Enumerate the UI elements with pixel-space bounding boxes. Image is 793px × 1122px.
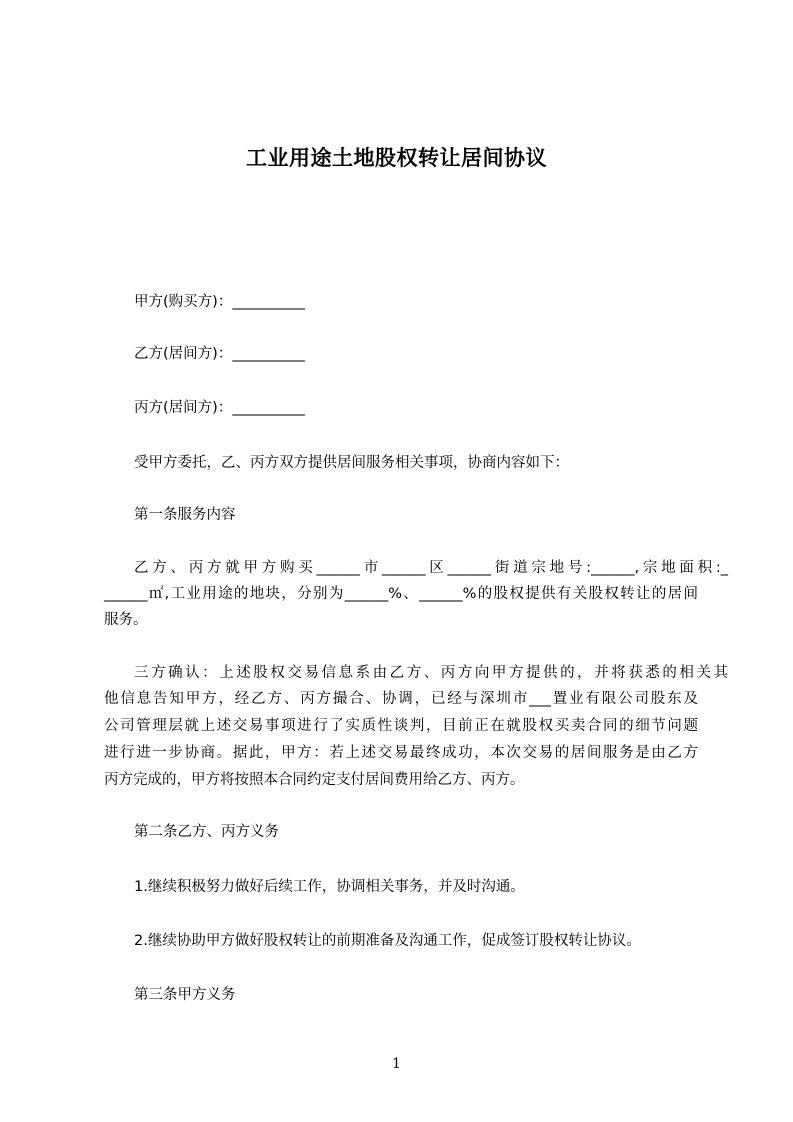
party-c-line: 丙方(居间方)：__________ <box>134 400 305 416</box>
article-1-line: 乙方、丙方就甲方购买______市______区______街道宗地号:______,宗地面积:_ <box>134 560 728 576</box>
confirmation-line: 进行进一步协商。据此，甲方：若上述交易最终成功，本次交易的居间服务是由乙方 <box>104 745 698 761</box>
article-1-line: 服务。 <box>104 612 148 628</box>
party-a-line: 甲方(购买方)：__________ <box>134 294 305 310</box>
document-title: 工业用途土地股权转让居间协议 <box>246 146 547 170</box>
article-2-item: 2.继续协助甲方做好股权转让的前期准备及沟通工作，促成签订股权转让协议。 <box>134 933 641 949</box>
article-1-line: ______㎡,工业用途的地块，分别为______%、______%的股权提供有关股权转让的居间 <box>104 586 698 602</box>
article-1-heading: 第一条服务内容 <box>134 507 236 523</box>
page-number: 1 <box>392 1056 401 1072</box>
intro-paragraph: 受甲方委托，乙、丙方双方提供居间服务相关事项，协商内容如下： <box>134 455 569 471</box>
confirmation-line: 公司管理层就上述交易事项进行了实质性谈判，目前正在就股权买卖合同的细节问题 <box>104 718 698 734</box>
article-2-item: 1.继续积极努力做好后续工作，协调相关事务，并及时沟通。 <box>134 879 525 895</box>
party-b-line: 乙方(居间方)：__________ <box>134 346 305 362</box>
article-2-heading: 第二条乙方、丙方义务 <box>134 824 279 840</box>
confirmation-line: 三方确认：上述股权交易信息系由乙方、丙方向甲方提供的，并将获悉的相关其 <box>134 665 728 681</box>
article-3-heading: 第三条甲方义务 <box>134 987 236 1003</box>
confirmation-line: 丙方完成的，甲方将按照本合同约定支付居间费用给乙方、丙方。 <box>104 772 525 788</box>
confirmation-line: 他信息告知甲方，经乙方、丙方撮合、协调，已经与深圳市___置业有限公司股东及 <box>104 691 698 707</box>
